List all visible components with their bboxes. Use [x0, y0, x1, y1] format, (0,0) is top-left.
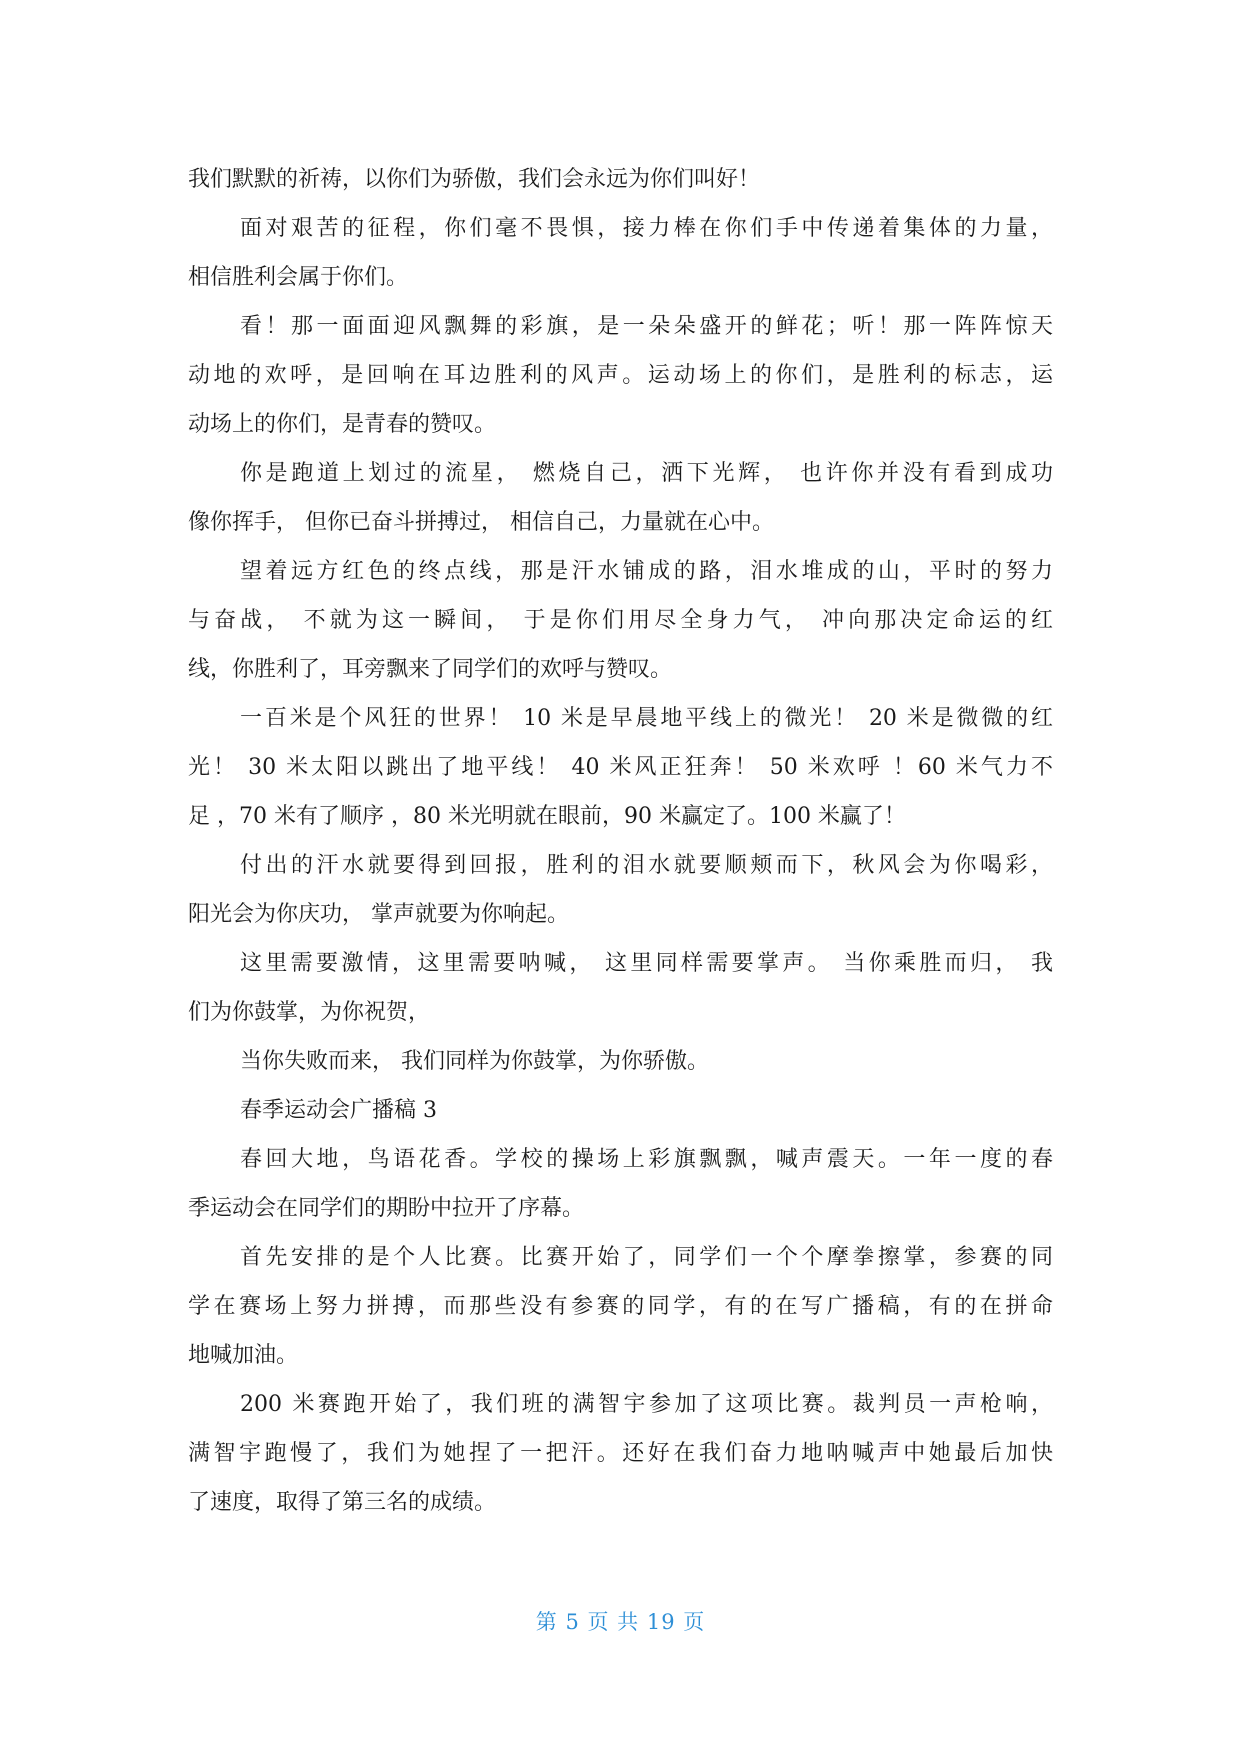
text-line: 相信胜利会属于你们。: [188, 265, 409, 290]
text-line: 季运动会在同学们的期盼中拉开了序幕。: [188, 1196, 585, 1221]
page-number-footer: 第 5 页 共 19 页: [535, 1610, 706, 1634]
text-line: 这里需要激情，这里需要呐喊， 这里同样需要掌声。 当你乘胜而归， 我: [240, 951, 1053, 976]
text-line: 与奋战， 不就为这一瞬间， 于是你们用尽全身力气， 冲向那决定命运的红: [188, 608, 1053, 633]
text-line: 动地的欢呼，是回响在耳边胜利的风声。运动场上的你们，是胜利的标志，运: [188, 363, 1053, 388]
text-line: 像你挥手， 但你已奋斗拼搏过， 相信自己，力量就在心中。: [188, 510, 774, 535]
text-line: 们为你鼓掌，为你祝贺，: [188, 1000, 431, 1025]
text-line: 看！那一面面迎风飘舞的彩旗，是一朵朵盛开的鲜花；听！那一阵阵惊天: [240, 314, 1053, 339]
text-line: 我们默默的祈祷，以你们为骄傲，我们会永远为你们叫好！: [188, 167, 761, 192]
text-line: 学在赛场上努力拼搏，而那些没有参赛的同学，有的在写广播稿，有的在拼命: [188, 1294, 1053, 1319]
text-line: 春回大地，鸟语花香。学校的操场上彩旗飘飘，喊声震天。一年一度的春: [240, 1147, 1053, 1172]
text-line: 春季运动会广播稿 3: [240, 1098, 437, 1123]
text-line: 200 米赛跑开始了，我们班的满智宇参加了这项比赛。裁判员一声枪响，: [240, 1392, 1053, 1417]
text-line: 地喊加油。: [188, 1343, 299, 1368]
text-line: 阳光会为你庆功， 掌声就要为你响起。: [188, 902, 569, 927]
text-line: 足 ，70 米有了顺序 ，80 米光明就在眼前，90 米赢定了。100 米赢了！: [188, 804, 906, 829]
text-line: 动场上的你们，是青春的赞叹。: [188, 412, 497, 437]
document-body: [188, 155, 1053, 1527]
text-line: 首先安排的是个人比赛。比赛开始了，同学们一个个摩拳擦掌，参赛的同: [240, 1245, 1053, 1270]
text-line: 一百米是个风狂的世界！ 10 米是早晨地平线上的微光！ 20 米是微微的红: [240, 706, 1053, 731]
text-line: 满智宇跑慢了，我们为她捏了一把汗。还好在我们奋力地呐喊声中她最后加快: [188, 1441, 1053, 1466]
text-line: 光！ 30 米太阳以跳出了地平线！ 40 米风正狂奔！ 50 米欢呼 ！60 米气力不: [188, 755, 1053, 780]
text-line: 付出的汗水就要得到回报，胜利的泪水就要顺颊而下，秋风会为你喝彩，: [240, 853, 1053, 878]
text-line: 面对艰苦的征程，你们毫不畏惧，接力棒在你们手中传递着集体的力量，: [240, 216, 1053, 241]
text-line: 了速度，取得了第三名的成绩。: [188, 1490, 497, 1515]
text-line: 望着远方红色的终点线，那是汗水铺成的路，泪水堆成的山，平时的努力: [240, 559, 1053, 584]
text-line: 你是跑道上划过的流星， 燃烧自己，洒下光辉， 也许你并没有看到成功: [240, 461, 1053, 486]
text-line: 线，你胜利了，耳旁飘来了同学们的欢呼与赞叹。: [188, 657, 673, 682]
text-line: 当你失败而来， 我们同样为你鼓掌，为你骄傲。: [240, 1049, 709, 1074]
